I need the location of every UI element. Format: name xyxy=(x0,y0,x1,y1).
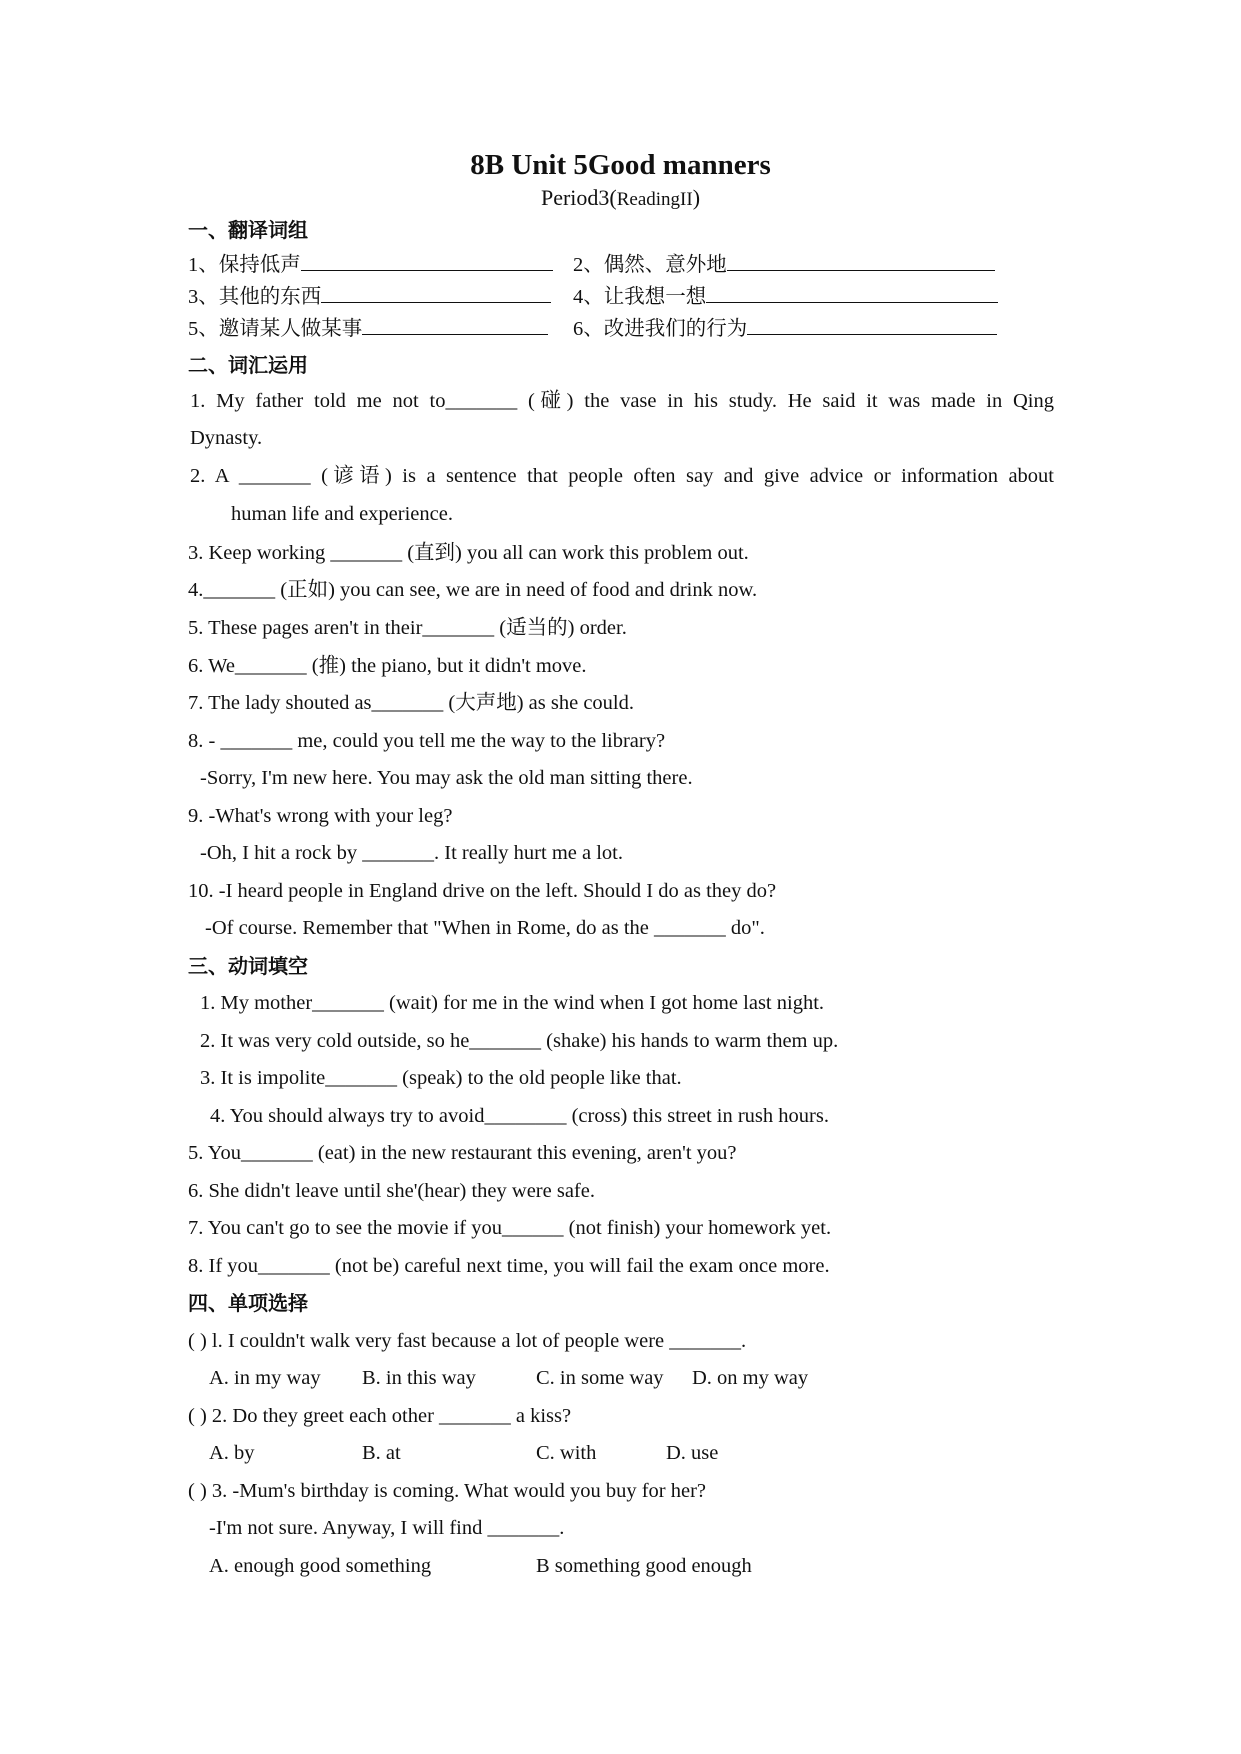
vocab-line: 2. A _______ (谚语) is a sentence that people often say and give advice or information about xyxy=(190,465,1054,487)
verb-line: 2. It was very cold outside, so he_______ (shake) his hands to warm them up. xyxy=(200,1030,839,1052)
phrase-item xyxy=(573,250,995,278)
choice-reply: -I'm not sure. Anyway, I will find _______. xyxy=(209,1517,565,1539)
vocab-line: 8. - _______ me, could you tell me the way to the library? xyxy=(188,730,666,752)
choice-question: ( ) 3. -Mum's birthday is coming. What would you buy for her? xyxy=(188,1480,707,1502)
subtitle-small: ReadingII xyxy=(616,189,693,210)
section-heading-verbs: 三、动词填空 xyxy=(188,954,308,978)
vocab-line: 9. -What's wrong with your leg? xyxy=(188,805,453,827)
vocab-line: 10. -I heard people in England drive on the left. Should I do as they do? xyxy=(188,880,777,902)
verb-line: 6. She didn't leave until she'(hear) they were safe. xyxy=(188,1180,595,1202)
option-d[interactable]: D. on my way xyxy=(692,1367,809,1389)
vocab-line: Dynasty. xyxy=(190,427,263,449)
answer-blank[interactable] xyxy=(321,282,551,303)
verb-line: 8. If you_______ (not be) careful next time, you will fail the exam once more. xyxy=(188,1255,830,1277)
answer-blank[interactable] xyxy=(706,282,998,303)
phrase-item xyxy=(573,314,997,342)
vocab-line: -Sorry, I'm new here. You may ask the old man sitting there. xyxy=(200,767,693,789)
phrase-label: 6、改进我们的行为 xyxy=(573,318,748,340)
phrase-label: 5、邀请某人做某事 xyxy=(188,318,363,340)
choice-question: ( ) l. I couldn't walk very fast because a lot of people were _______. xyxy=(188,1330,747,1352)
phrase-item xyxy=(188,250,553,278)
answer-blank[interactable] xyxy=(747,314,997,335)
option-c[interactable]: C. in some way xyxy=(536,1367,664,1389)
verb-line: 1. My mother_______ (wait) for me in the wind when I got home last night. xyxy=(200,992,825,1014)
vocab-line: -Oh, I hit a rock by _______. It really hurt me a lot. xyxy=(200,842,623,864)
option-d[interactable]: D. use xyxy=(666,1442,719,1464)
vocab-line: 4._______ (正如) you can see, we are in need of food and drink now. xyxy=(188,579,758,601)
answer-blank[interactable] xyxy=(362,314,548,335)
phrase-label: 2、偶然、意外地 xyxy=(573,254,727,276)
vocab-line: 7. The lady shouted as_______ (大声地) as she could. xyxy=(188,692,634,714)
choice-question: ( ) 2. Do they greet each other _______ a kiss? xyxy=(188,1405,572,1427)
vocab-line: human life and experience. xyxy=(231,503,453,525)
vocab-line: 6. We_______ (推) the piano, but it didn't move. xyxy=(188,655,587,677)
phrase-item xyxy=(188,282,551,310)
answer-blank[interactable] xyxy=(301,250,553,271)
section-heading-translate: 一、翻译词组 xyxy=(188,218,308,242)
section-heading-choice: 四、单项选择 xyxy=(188,1291,308,1315)
page-subtitle xyxy=(0,184,1241,214)
option-b[interactable]: B something good enough xyxy=(536,1555,752,1577)
verb-line: 3. It is impolite_______ (speak) to the old people like that. xyxy=(200,1067,682,1089)
verb-line: 5. You_______ (eat) in the new restaurant this evening, aren't you? xyxy=(188,1142,737,1164)
option-b[interactable]: B. in this way xyxy=(362,1367,476,1389)
section-heading-vocabulary: 二、词汇运用 xyxy=(188,353,308,377)
vocab-line: 3. Keep working _______ (直到) you all can work this problem out. xyxy=(188,542,749,564)
phrase-label: 4、让我想一想 xyxy=(573,286,707,308)
vocab-line: 1. My father told me not to_______ (碰) the vase in his study. He said it was made in Qing xyxy=(190,390,1054,412)
option-b[interactable]: B. at xyxy=(362,1442,401,1464)
option-a[interactable]: A. by xyxy=(209,1442,255,1464)
option-a[interactable]: A. enough good something xyxy=(209,1555,432,1577)
phrase-item xyxy=(573,282,998,310)
vocab-line: -Of course. Remember that "When in Rome, do as the _______ do". xyxy=(205,917,765,939)
subtitle-end: ) xyxy=(692,185,701,210)
subtitle-main: Period3( xyxy=(540,185,617,210)
phrase-item xyxy=(188,314,548,342)
answer-blank[interactable] xyxy=(727,250,995,271)
verb-line: 7. You can't go to see the movie if you______ (not finish) your homework yet. xyxy=(188,1217,832,1239)
phrase-label: 3、其他的东西 xyxy=(188,286,322,308)
vocab-line: 5. These pages aren't in their_______ (适当的) order. xyxy=(188,617,627,639)
phrase-label: 1、保持低声 xyxy=(188,254,301,276)
page-title: 8B Unit 5Good manners xyxy=(470,149,771,181)
option-c[interactable]: C. with xyxy=(536,1442,597,1464)
option-a[interactable]: A. in my way xyxy=(209,1367,321,1389)
verb-line: 4. You should always try to avoid________ (cross) this street in rush hours. xyxy=(210,1105,829,1127)
